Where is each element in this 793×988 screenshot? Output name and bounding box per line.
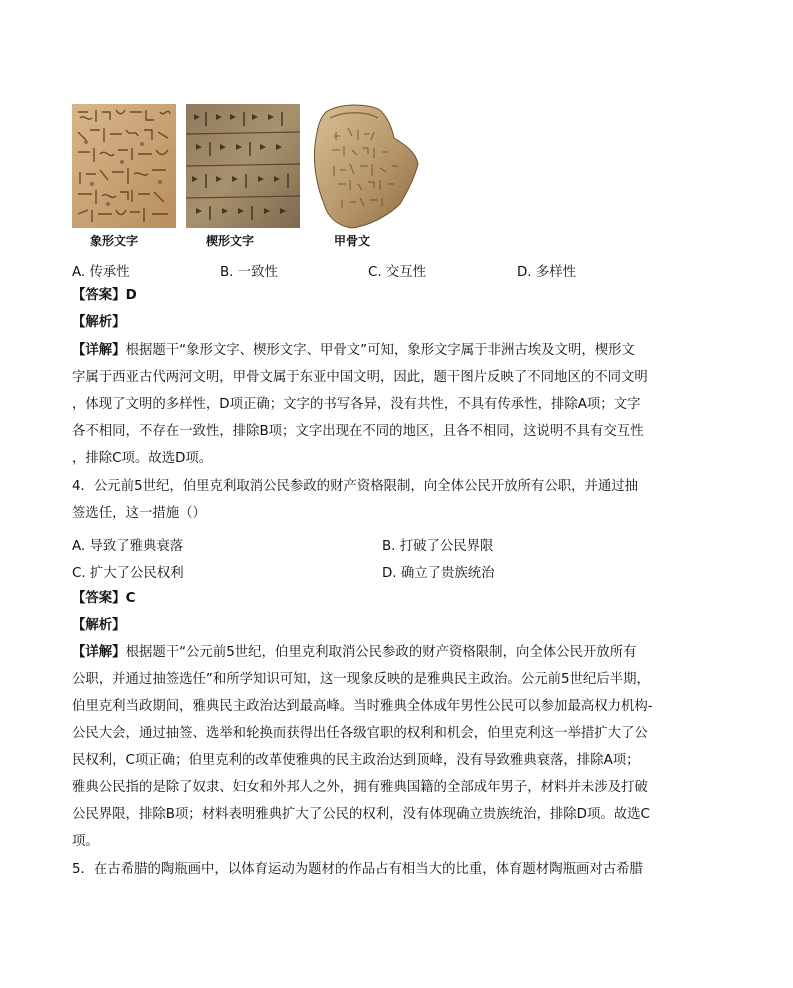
answer-value: D: [125, 288, 137, 303]
q3-analysis-tag: 【解析】: [72, 315, 126, 330]
q4-detail-line-4: 公民大会，通过抽签、选举和轮换而获得出任各级官职的权利和机会，伯里克利这一举措扩大了公: [72, 726, 648, 741]
q4-answer-line: [72, 590, 135, 608]
cuneiform-image: [186, 104, 300, 248]
q4-detail-line-3: 伯里克利当政期间，雅典民主政治达到最高峰。当时雅典全体成年男性公民可以参加最高权力机构-: [72, 699, 653, 714]
oracle-bone-image: [308, 104, 420, 248]
q3-option-c: C. 交互性: [368, 265, 427, 280]
answer-tag: 【答案】: [72, 591, 126, 606]
q4-option-d: D. 确立了贵族统治: [382, 566, 495, 581]
q4-detail-line-5: 民权利，C项正确；伯里克利的改革使雅典的民主政治达到顶峰，没有导致雅典衰落，排除A项；: [72, 753, 640, 768]
answer-tag: 【答案】: [72, 288, 126, 303]
q5-stem-line-1: 5．在古希腊的陶瓶画中，以体育运动为题材的作品占有相当大的比重，体育题材陶瓶画对古希腊: [72, 862, 643, 877]
q4-detail-line-2: 公职，并通过抽签选任”和所学知识可知，这一现象反映的是雅典民主政治。公元前5世纪后半期，: [72, 672, 650, 687]
q3-detail-line-5: ，排除C项。故选D项。: [72, 451, 213, 466]
q3-option-a: A. 传承性: [72, 265, 130, 280]
q3-detail-line-4: 各不相同，不存在一致性，排除B项；文字出现在不同的地区，且各不相同，这说明不具有交互性: [72, 424, 644, 439]
q4-stem-line-2: 签选任，这一措施（）: [72, 506, 206, 521]
q3-option-b: B. 一致性: [220, 265, 278, 280]
detail-tag: 【详解】: [72, 645, 126, 660]
q3-detail-line-2: 字属于西亚古代两河文明，甲骨文属于东亚中国文明，因此，题干图片反映了不同地区的不同文明: [72, 370, 648, 385]
detail-tag: 【详解】: [72, 343, 126, 358]
q4-analysis-tag: 【解析】: [72, 618, 126, 633]
q4-detail-line-6: 雅典公民指的是除了奴隶、妇女和外邦人之外，拥有雅典国籍的全部成年男子，材料并未涉及打破: [72, 780, 648, 795]
q4-detail-line-7: 公民界限，排除B项；材料表明雅典扩大了公民的权利，没有体现确立贵族统治，排除D项。故选C: [72, 807, 650, 822]
q4-option-a: A. 导致了雅典衰落: [72, 539, 184, 554]
figure-caption-cuneiform: 楔形文字: [206, 234, 255, 248]
q4-detail-line-8: 项。: [72, 834, 99, 849]
q3-detail-line-3: ，体现了文明的多样性，D项正确；文字的书写各异，没有共性，不具有传承性，排除A项；文字: [72, 397, 641, 412]
q4-stem-line-1: 4．公元前5世纪，伯里克利取消公民参政的财产资格限制，向全体公民开放所有公职，并通过抽: [72, 479, 639, 494]
hieroglyph-image: [72, 104, 176, 248]
figure-caption-hieroglyph: 象形文字: [90, 234, 139, 248]
figure-caption-oracle-bone: 甲骨文: [334, 234, 371, 248]
q3-detail-line-1: 【详解】根据题干“象形文字、楔形文字、甲骨文”可知，象形文字属于非洲古埃及文明，楔形文: [72, 343, 635, 358]
q4-option-c: C. 扩大了公民权利: [72, 566, 184, 581]
answer-value: C: [125, 591, 136, 606]
figure-script-images: [72, 104, 432, 254]
q4-detail-line-1: 【详解】根据题干“公元前5世纪，伯里克利取消公民参政的财产资格限制，向全体公民开放所有: [72, 645, 637, 660]
q3-option-d: D. 多样性: [517, 265, 576, 280]
q4-option-b: B. 打破了公民界限: [382, 539, 494, 554]
q3-answer-line: [72, 287, 137, 305]
